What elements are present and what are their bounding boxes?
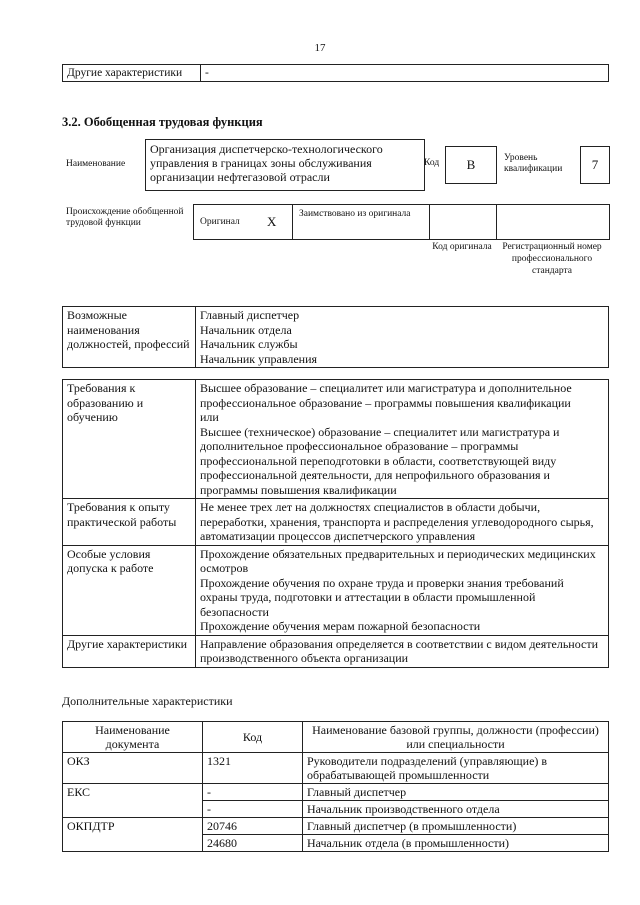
section-title: 3.2. Обобщенная трудовая функция (62, 115, 263, 129)
code-value: B (445, 146, 497, 184)
admission-line: Прохождение обучения по охране труда и проверки знания требований охраны труда, подготовки и аттестации в области промышленной безопасности (200, 575, 564, 619)
requirements-table (62, 379, 609, 668)
reg-number-cell (496, 204, 610, 240)
admission-line: Прохождение обязательных предварительных и периодических медицинских осмотров (200, 546, 596, 575)
header-doc: Наименование документа (63, 722, 203, 753)
positions-label: Возможные наименования должностей, профессий (63, 307, 196, 368)
additional-title: Дополнительные характеристики (62, 694, 233, 708)
position-item: Главный диспетчер (200, 308, 300, 322)
education-label: Требования к образованию и обучению (63, 380, 196, 499)
original-label: Оригинал (200, 217, 240, 227)
row-name: Главный диспетчер (в промышленности) (303, 818, 609, 835)
header-name: Наименование базовой группы, должности (профессии) или специальности (303, 722, 609, 753)
admission-label: Особые условия допуска к работе (63, 545, 196, 635)
experience-label: Требования к опыту практической работы (63, 499, 196, 546)
position-item: Начальник управления (200, 351, 318, 366)
row-name: Начальник производственного отдела (303, 801, 609, 818)
experience-line: Не менее трех лет на должностях специалистов в области добычи, переработки, хранения, транспорта и распределения углеводородного сырья, автоматизации процессов диспетчерского управления (200, 500, 594, 543)
level-label: Уровень квалификации (504, 153, 563, 174)
education-line: или (200, 410, 219, 424)
borrowed-label: Заимствовано из оригинала (299, 209, 411, 219)
table-row (63, 307, 609, 368)
position-item: Начальник отдела (200, 322, 292, 337)
row-doc: ОКЗ (63, 753, 203, 784)
function-name: Организация диспетчерско-технологического управления в границах зоны обслуживания организации нефтегазовой отрасли (145, 139, 425, 191)
table-row (63, 499, 609, 546)
table-row (63, 545, 609, 635)
original-mark: X (267, 214, 277, 229)
table-row (63, 784, 609, 801)
row-name: Главный диспетчер (303, 784, 609, 801)
education-line: Высшее образование – специалитет или магистратура и дополнительное профессиональное образование – программы повышения квалификации (200, 381, 572, 410)
other-label: Другие характеристики (63, 635, 196, 667)
header-code: Код (203, 722, 303, 753)
code-caption: Код оригинала (432, 242, 492, 252)
row-code: 20746 (203, 818, 303, 835)
table-row (63, 65, 609, 82)
education-line: Высшее (техническое) образование – специалитет или магистратура и дополнительное профессиональное образование – программы профессиональной переподготовки в области, соответствующей виду профессиональной деятельности, для непрофильного образования и программы повышения квалификации (200, 424, 560, 497)
row-doc: ЕКС (63, 784, 203, 818)
row-code: - (203, 801, 303, 818)
page-number: 17 (314, 42, 326, 54)
table-row (63, 635, 609, 667)
position-item: Начальник службы (200, 337, 298, 351)
other-line: Направление образования определяется в соответствии с видом деятельности производственного объекта организации (200, 636, 599, 665)
row-code: 1321 (203, 753, 303, 784)
table-row (63, 380, 609, 499)
row-doc: ОКПДТР (63, 818, 203, 852)
top-other-table (62, 64, 609, 82)
table-row (63, 753, 609, 784)
row-name: Руководители подразделений (управляющие) в обрабатывающей промышленности (303, 753, 609, 784)
reg-caption: Регистрационный номер профессионального стандарта (502, 242, 602, 276)
table-header-row (63, 722, 609, 753)
positions-table (62, 306, 609, 368)
original-code-cell (429, 204, 497, 240)
admission-line: Прохождение обучения мерам пожарной безопасности (200, 619, 481, 633)
row-code: 24680 (203, 835, 303, 852)
table-row (63, 818, 609, 835)
additional-table (62, 721, 609, 852)
level-value: 7 (580, 146, 610, 184)
origin-label: Происхождение обобщенной трудовой функции (66, 207, 184, 228)
code-label: Код (424, 158, 440, 168)
top-other-value: - (201, 65, 609, 82)
row-name: Начальник отдела (в промышленности) (303, 835, 609, 852)
row-code: - (203, 784, 303, 801)
name-label: Наименование (66, 159, 126, 169)
top-other-label: Другие характеристики (63, 65, 201, 82)
